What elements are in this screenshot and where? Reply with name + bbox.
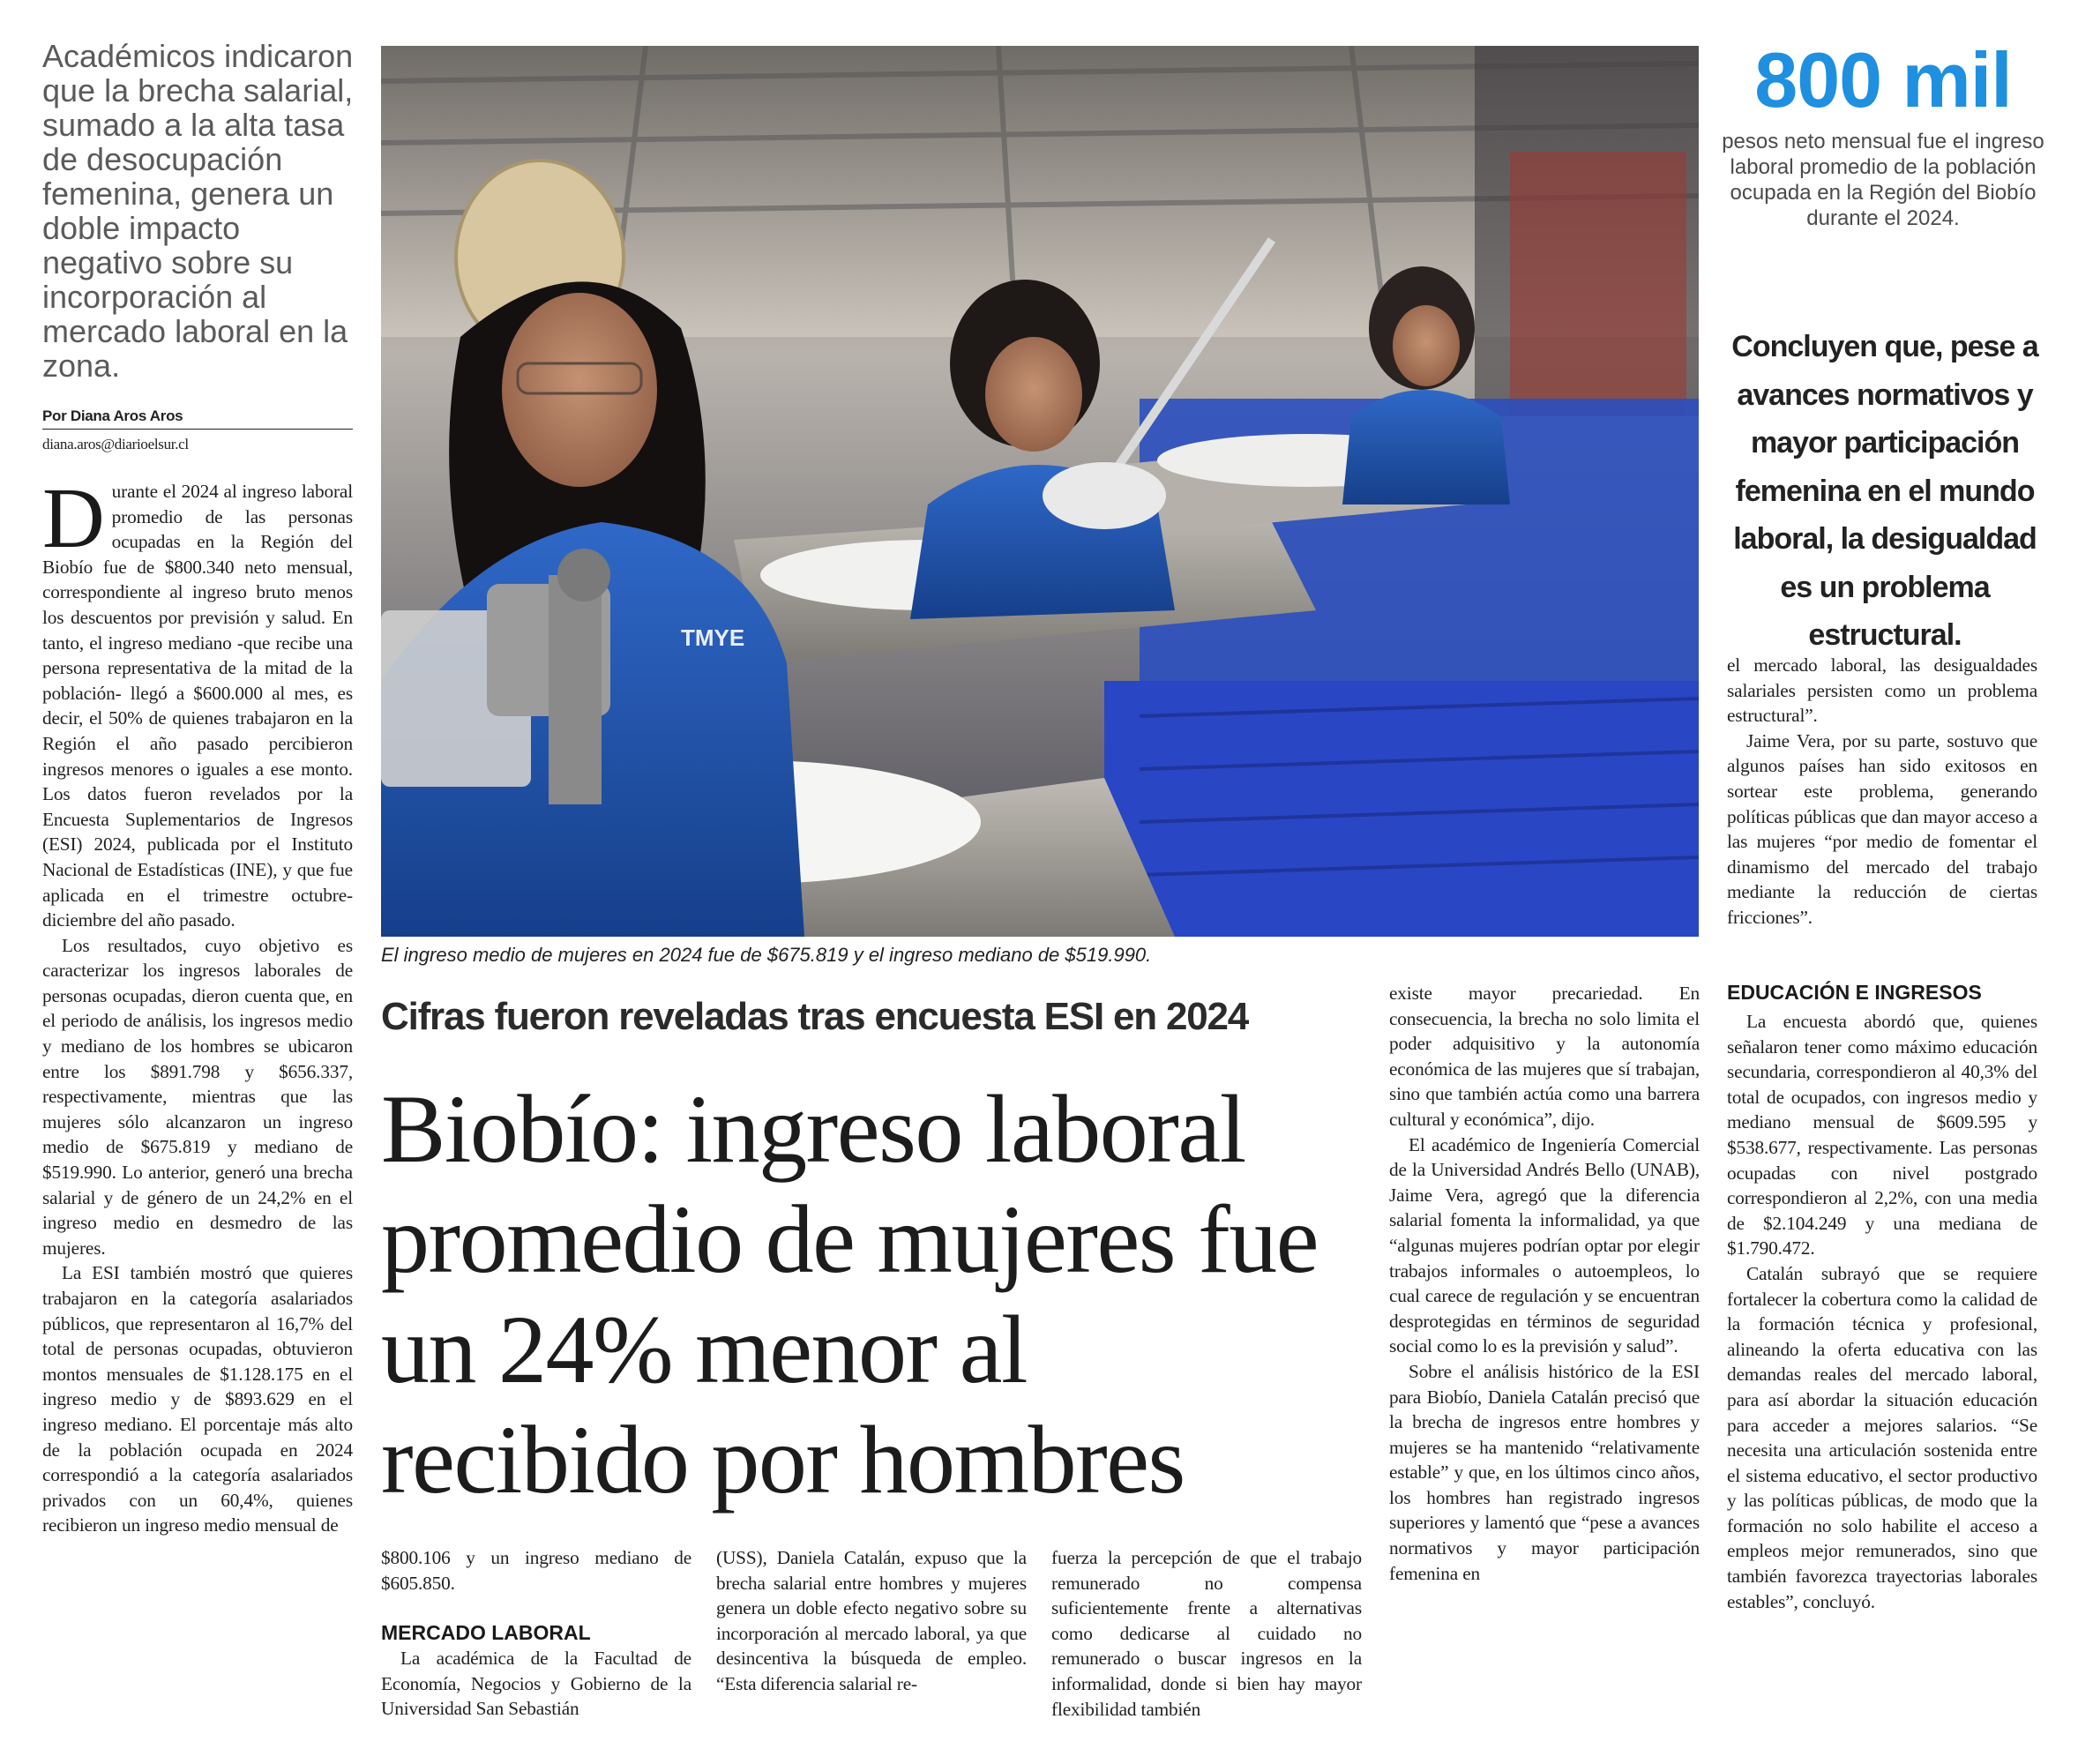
intro-deck: Académicos indicaron que la brecha salarial, sumado a la alta tasa de desocupación femenina, genera un doble impacto negativo sobre su incorporación al mercado laboral en la zona. (42, 38, 354, 384)
paragraph: existe mayor precariedad. En consecuencia, la brecha no solo limita el poder adquisitivo y la autonomía económica de las mujeres que sí trabajan, sino que también actúa como una barrera cultural y económica”, dijo. (1389, 983, 1700, 1130)
paragraph: Los resultados, cuyo objetivo es caracterizar los ingresos laborales de personas ocupadas, dieron cuenta que, en el periodo de análisis, los ingresos medio y mediano de los hombres se ubicaron entre los $891.798 y $656.337, respectivamente, mientras que las mujeres sólo alcanzaron un ingreso medio de $675.819 y mediano de $519.990. Lo anterior, generó una brecha salarial y de género de un 24,2% en el ingreso medio en desmedro de las mujeres. (42, 934, 353, 1259)
headline: Biobío: ingreso laboral promedio de mujeres fue un 24% menor al recibido por hombres (381, 1075, 1319, 1514)
paragraph: Catalán subrayó que se requiere fortalecer la cobertura como la calidad de la formación técnica y profesional, alineando la oferta educativa con las demandas reales del mercado laboral, para así abordar la situación educación para acceder a mejores salarios. “Se necesita una articulación sostenida entre el sistema educativo, el sector productivo y las políticas públicas, de modo que la formación no solo habilite el acceso a empleos mejor remunerados, sino que también favorezca trayectorias laborales estables”, concluyó. (1727, 1262, 2037, 1612)
paragraph: Sobre el análisis histórico de la ESI para Biobío, Daniela Catalán precisó que la brecha de ingresos entre hombres y mujeres se ha mantenido “relativamente estable” y que, en los últimos cinco años, los hombres han registrado ingresos superiores y lamentó que “pese a avances normativos y mayor participación femenina en (1389, 1360, 1700, 1584)
photo-caption: El ingreso medio de mujeres en 2024 fue de $675.819 y el ingreso mediano de $519.990. (381, 944, 1152, 966)
article-column-2 (381, 1545, 691, 1596)
subhead-market: MERCADO LABORAL (381, 1621, 591, 1644)
paragraph: La ESI también mostró que quieres trabajaron en la categoría asalariados públicos, que representaron al 16,7% del total de personas ocupadas, obtuvieron montos mensuales de $1.128.175 en el ingreso medio y de $893.629 en el ingreso mediano. El porcentaje más alto de la población ocupada en 2024 correspondió a la categoría asalariados privados con un 60,4%, quienes recibieron un ingreso medio mensual de (42, 1262, 353, 1536)
subhead-education: EDUCACIÓN E INGRESOS (1727, 981, 1982, 1004)
article-column-3 (716, 1545, 1027, 1697)
pull-quote: Concluyen que, pese a avances normativos y mayor participación femenina en el mundo laboral, la desigualdad es un problema estructural. (1731, 330, 2038, 652)
paragraph: fuerza la percepción de que el trabajo remunerado no compensa suficientemente frente a alternativas como dedicarse al cuidado no remunerado o buscar ingresos en la informalidad, donde si bien hay mayor flexibilidad también (1051, 1547, 1362, 1720)
article-column-4-top (1389, 981, 1700, 1586)
article-column-2-bottom (381, 1646, 691, 1722)
shirt-logo: TMYE (681, 624, 745, 651)
paragraph: (USS), Daniela Catalán, expuso que la brecha salarial entre hombres y mujeres genera un doble efecto negativo sobre su incorporación al mercado laboral, ya que desincentiva la búsqueda de empleo. “Esta diferencia salarial re- (716, 1547, 1027, 1694)
highlight-number: 800 mil (1754, 36, 2012, 123)
article-column-4 (1051, 1545, 1362, 1722)
author-email: diana.aros@diarioelsur.cl (42, 436, 189, 452)
article-column-5-bottom (1727, 1009, 2037, 1614)
kicker: Cifras fueron reveladas tras encuesta ESI en 2024 (381, 995, 1249, 1038)
byline: Por Diana Aros Aros (42, 407, 353, 430)
article-column-5-top (1727, 653, 2037, 931)
paragraph: La encuesta abordó que, quienes señalaron tener como máximo educación secundaria, correspondieron al 40,3% del total de ocupados, con ingresos medio y mediano mensual de $609.595 y $538.677, respectivamente. Las personas ocupadas con nivel postgrado correspondieron al 2,2%, con una media de $2.104.249 y una mediana de $1.790.472. (1727, 1011, 2037, 1259)
paragraph: El académico de Ingeniería Comercial de la Universidad Andrés Bello (UNAB), Jaime Vera, agregó que la diferencia salarial fomenta la informalidad, ya que “algunas mujeres podrían optar por elegir trabajos informales o autoempleos, lo cual carece de regulación y se encuentran desprotegidas en términos de seguridad social como lo es la previsión y salud”. (1389, 1133, 1700, 1357)
drop-cap: D (42, 471, 105, 566)
paragraph: $800.106 y un ingreso mediano de $605.850. (381, 1547, 691, 1594)
paragraph: La académica de la Facultad de Economía, Negocios y Gobierno de la Universidad San Sebastián (381, 1648, 691, 1720)
highlight-caption: pesos neto mensual fue el ingreso laboral promedio de la población ocupada en la Región del Biobío durante el 2024. (1722, 130, 2044, 230)
paragraph: urante el 2024 al ingreso laboral promedio de las personas ocupadas en la Región del Biobío fue de $800.340 neto mensual, correspondiente al ingreso bruto menos los descuentos por previsión y salud. En tanto, el ingreso mediano -que recibe una persona representativa de la mitad de la población- llegó a $600.000 al mes, es decir, el 50% de quienes trabajaron en la Región el año pasado percibieron ingresos menores o iguales a ese monto. Los datos fueron revelados por la Encuesta Suplementarios de Ingresos (ESI) 2024, publicada por el Instituto Nacional de Estadísticas (INE), y que fue aplicada en el trimestre octubre-diciembre del año pasado. (42, 481, 353, 931)
paragraph: el mercado laboral, las desigualdades salariales persisten como un problema estructural”. (1727, 654, 2037, 727)
article-column-1 (42, 471, 353, 1538)
article-photo (381, 46, 1699, 937)
paragraph: Jaime Vera, por su parte, sostuvo que algunos países han sido exitosos en sortear este problema, generando políticas públicas que dan mayor acceso a las mujeres “por medio de fomentar el dinamismo del mercado del trabajo mediante la reducción de ciertas fricciones”. (1727, 729, 2037, 928)
